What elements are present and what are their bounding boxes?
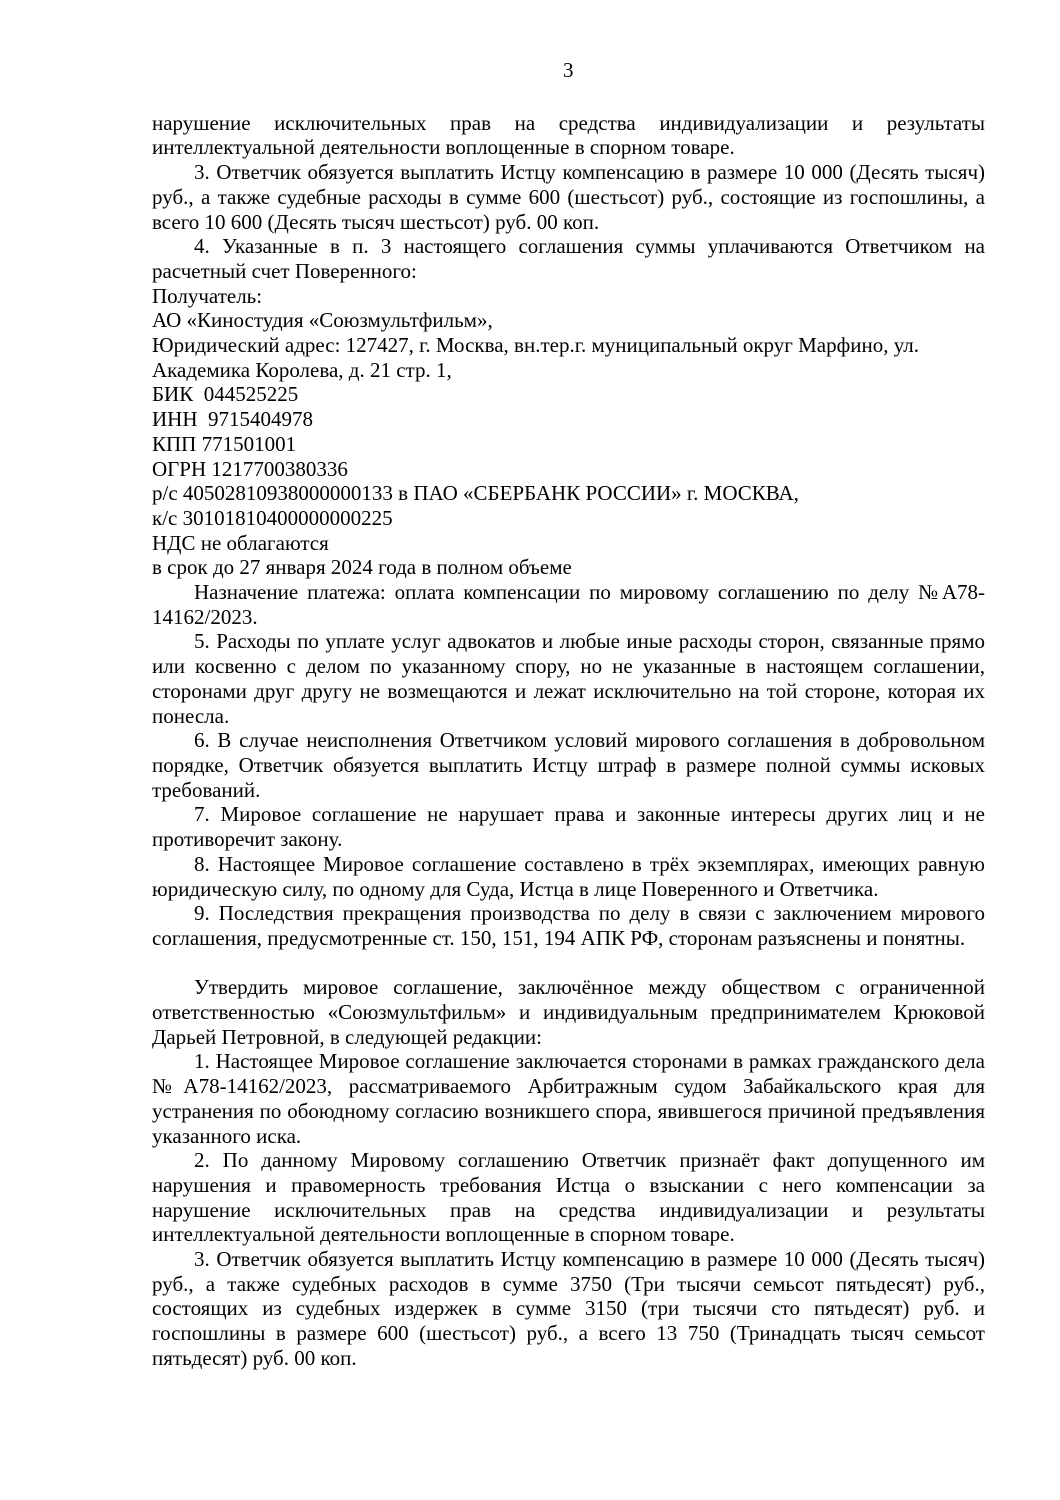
document-body bbox=[152, 111, 985, 1371]
paragraph: к/с 30101810400000000225 bbox=[152, 505, 393, 530]
paragraph: 5. Расходы по уплате услуг адвокатов и любые иные расходы сторон, связанные прямо или косвенно с делом по указанному спору, но не указанные в настоящем соглашении, сторонами друг другу не возмещаются и лежат исключительно на той стороне, которая их понесла. bbox=[152, 629, 985, 728]
paragraph: 7. Мировое соглашение не нарушает права и законные интересы других лиц и не противоречит закону. bbox=[152, 802, 985, 852]
paragraph: 6. В случае неисполнения Ответчиком условий мирового соглашения в добровольном порядке, Ответчик обязуется выплатить Истцу штраф в размере полной суммы исковых требований. bbox=[152, 728, 985, 802]
paragraph: 9. Последствия прекращения производства по делу в связи с заключением мирового соглашения, предусмотренные ст. 150, 151, 194 АПК РФ, сторонам разъяснены и понятны. bbox=[152, 901, 985, 950]
paragraph: р/с 40502810938000000133 в ПАО «СБЕРБАНК РОССИИ» г. МОСКВА, bbox=[152, 481, 799, 506]
paragraph: БИК 044525225 bbox=[152, 382, 299, 407]
paragraph: Назначение платежа: оплата компенсации по мировому соглашению по делу №А78-14162/2023. bbox=[152, 580, 985, 629]
paragraph: в срок до 27 января 2024 года в полном объеме bbox=[152, 555, 572, 580]
paragraph: КПП 771501001 bbox=[152, 431, 297, 456]
paragraph: Утвердить мировое соглашение, заключённое между обществом с ограниченной ответственностью «Союзмультфильм» и индивидуальным предпринимателем Крюковой Дарьей Петровной, в следующей редакции: bbox=[152, 975, 985, 1049]
paragraph: ОГРН 1217700380336 bbox=[152, 456, 348, 481]
paragraph: НДС не облагаются bbox=[152, 530, 329, 555]
paragraph: 8. Настоящее Мировое соглашение составлено в трёх экземплярах, имеющих равную юридическую силу, по одному для Суда, Истца в лице Поверенного и Ответчика. bbox=[152, 851, 985, 901]
paragraph: 1. Настоящее Мировое соглашение заключается сторонами в рамках гражданского дела №А78-14162/2023, рассматриваемого Арбитражным судом Забайкальского края для устранения по обоюдному согласию возникшего спора, явившегося причиной предъявления указанного иска. bbox=[152, 1049, 985, 1148]
page-number: 3 bbox=[563, 58, 574, 82]
paragraph: 4. Указанные в п. 3 настоящего соглашения суммы уплачиваются Ответчиком на расчетный счет Поверенного: bbox=[152, 234, 985, 283]
paragraph: 3. Ответчик обязуется выплатить Истцу компенсацию в размере 10 000 (Десять тысяч) руб., а также судебных расходов в сумме 3750 (Три тысячи семьсот пятьдесят) руб., состоящих из судебных издержек в сумме 3150 (три тысячи сто пятьдесят) руб. и госпошлины в размере 600 (шестьсот) руб., а всего 13 750 (Тринадцать тысяч семьсот пятьдесят) руб. 00 коп. bbox=[152, 1247, 985, 1370]
paragraph: 2. По данному Мировому соглашению Ответчик признаёт факт допущенного им нарушения и правомерность требования Истца о взыскании с него компенсации за нарушение исключительных прав на средства индивидуализации и результаты интеллектуальной деятельности воплощенные в спорном товаре. bbox=[152, 1148, 985, 1247]
paragraph: нарушение исключительных прав на средства индивидуализации и результаты интеллектуальной деятельности воплощенные в спорном товаре. bbox=[152, 110, 985, 160]
paragraph: ИНН 9715404978 bbox=[152, 407, 313, 432]
paragraph: Получатель: bbox=[152, 283, 263, 308]
paragraph: АО «Киностудия «Союзмультфильм», bbox=[152, 308, 493, 333]
paragraph: Юридический адрес: 127427, г. Москва, вн.тер.г. муниципальный округ Марфино, ул. bbox=[152, 333, 920, 358]
paragraph: Академика Королева, д. 21 стр. 1, bbox=[152, 357, 452, 382]
paragraph: 3. Ответчик обязуется выплатить Истцу компенсацию в размере 10 000 (Десять тысяч) руб., а также судебные расходы в сумме 600 (шестьсот) руб., состоящие из госпошлины, а всего 10 600 (Десять тысяч шестьсот) руб. 00 коп. bbox=[152, 160, 985, 234]
